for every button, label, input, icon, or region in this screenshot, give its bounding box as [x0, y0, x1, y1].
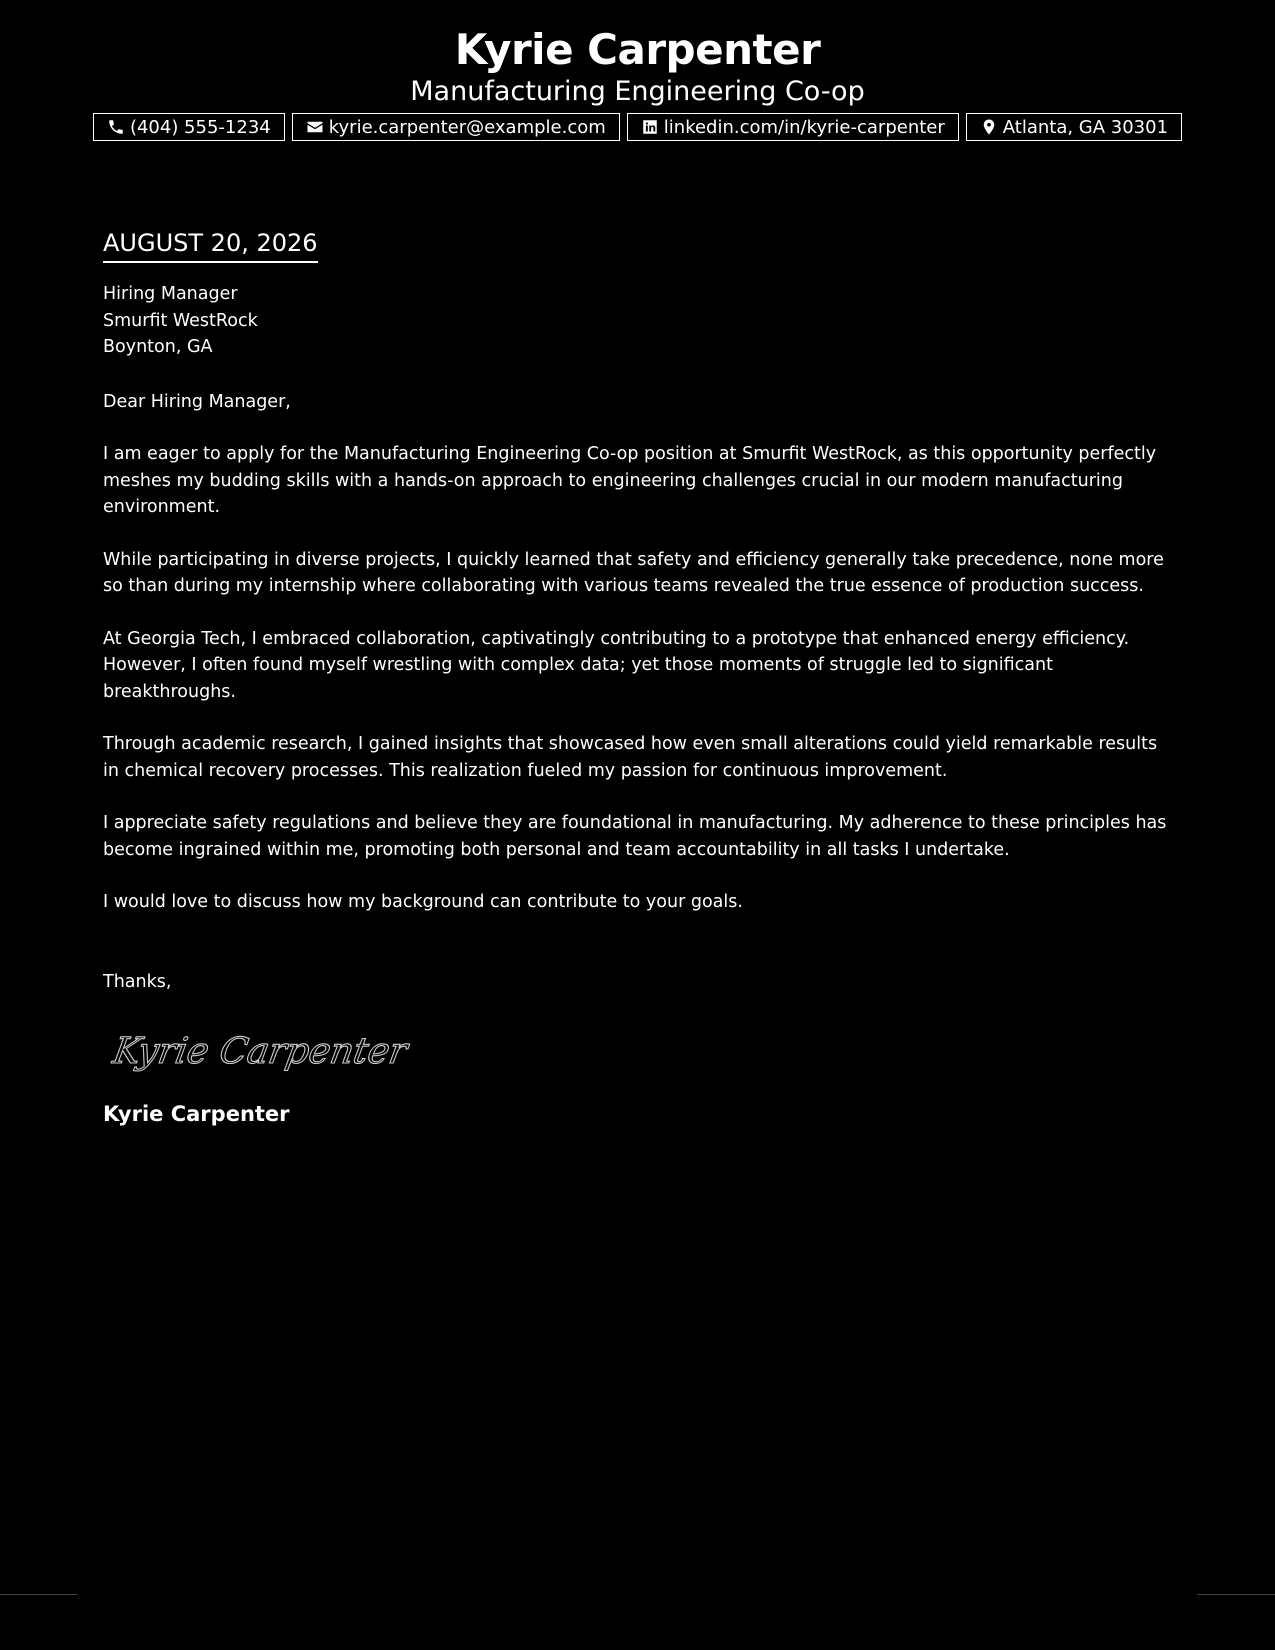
body-paragraph: Through academic research, I gained insights that showcased how even small alterations could yield remarkable results in chemical recovery processes. This realization fueled my passion for continuous improvement. [103, 734, 1158, 781]
recipient-block [103, 281, 1178, 361]
closing: Thanks, [103, 971, 172, 992]
body-paragraph: I would love to discuss how my background can contribute to your goals. [103, 892, 743, 912]
letter-header [0, 24, 1275, 108]
phone-icon [107, 118, 125, 136]
applicant-title: Manufacturing Engineering Co-op [410, 76, 865, 107]
phone-text: (404) 555-1234 [129, 116, 271, 138]
letter-body [103, 226, 1178, 1129]
recipient-line: Hiring Manager [103, 284, 238, 304]
footer-rule-right [1197, 1594, 1275, 1595]
email-text: kyrie.carpenter@example.com [328, 116, 606, 138]
body-paragraph: While participating in diverse projects, I quickly learned that safety and efficiency generally take precedence, none more so than during my internship where collaborating with various teams revealed the true essence of production success. [103, 549, 1164, 596]
applicant-name: Kyrie Carpenter [454, 25, 821, 74]
body-paragraph: At Georgia Tech, I embraced collaboration, captivatingly contributing to a prototype that enhanced energy efficiency. However, I often found myself wrestling with complex data; yet those moments of struggle led to significant breakthroughs. [103, 628, 1130, 702]
linkedin-contact[interactable] [627, 113, 959, 141]
recipient-line: Boynton, GA [103, 337, 213, 357]
body-paragraph: I appreciate safety regulations and believe they are foundational in manufacturing. My adherence to these principles has become ingrained within me, promoting both personal and team accountability in all tasks I undertake. [103, 813, 1167, 860]
location-contact[interactable] [966, 113, 1182, 141]
letter-date: AUGUST 20, 2026 [103, 226, 318, 263]
salutation: Dear Hiring Manager, [103, 391, 291, 412]
footer-rule-left [0, 1594, 77, 1595]
body-paragraph: I am eager to apply for the Manufacturing Engineering Co-op position at Smurfit WestRock, as this opportunity perfectly meshes my budding skills with a hands-on approach to engineering challenges crucial in our modern manufacturing environment. [103, 444, 1157, 517]
location-text: Atlanta, GA 30301 [1002, 116, 1169, 138]
phone-contact[interactable] [93, 113, 285, 141]
envelope-icon [306, 118, 324, 136]
recipient-line: Smurfit WestRock [103, 310, 258, 331]
handwritten-signature [107, 1021, 411, 1083]
svg-text:Kyrie Carpenter: Kyrie Carpenter [110, 1029, 411, 1072]
linkedin-text: linkedin.com/in/kyrie-carpenter [663, 116, 945, 138]
linkedin-icon [641, 118, 659, 136]
map-pin-icon [980, 118, 998, 136]
signed-name: Kyrie Carpenter [103, 1102, 290, 1126]
contact-bar [0, 113, 1275, 141]
email-contact[interactable] [292, 113, 620, 141]
